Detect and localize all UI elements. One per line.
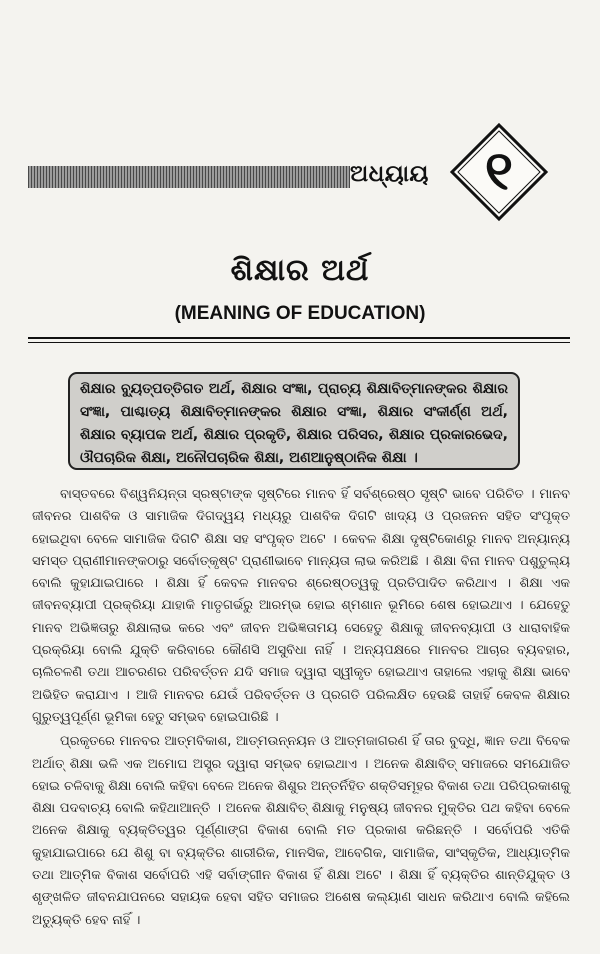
chapter-number: ୧ — [484, 139, 514, 202]
chapter-label: ଅଧ୍ୟାୟ — [350, 161, 429, 187]
chapter-topics-box: ଶିକ୍ଷାର ବ୍ୟୁତ୍ପତ୍ତିଗତ ଅର୍ଥ, ଶିକ୍ଷାର ସଂଜ୍ଞା, ପ୍ରାଚ୍ୟ ଶିକ୍ଷାବିତ୍‌ମାନଙ୍କର ଶିକ୍ଷାର ସଂଜ୍ଞା, ପାଶ୍ଚାତ୍ୟ ଶିକ୍ଷାବିତ୍‌ମାନଙ୍କର ଶିକ୍ଷାର ସଂଜ୍ଞା, ଶିକ୍ଷାର ସଂକୀର୍ଣ୍ଣ ଅର୍ଥ, ଶିକ୍ଷାର ବ୍ୟାପକ ଅର୍ଥ, ଶିକ୍ଷାର ପ୍ରକୃତି, ଶିକ୍ଷାର ପରିସର, ଶିକ୍ଷାର ପ୍ରକାରଭେଦ, ଔପଚାରିକ ଶିକ୍ଷା, ଅନୌପଚାରିକ ଶିକ୍ଷା, ଅଣଆନୁଷ୍ଠାନିକ ଶିକ୍ଷା । — [68, 372, 520, 470]
page-subtitle: (MEANING OF EDUCATION) — [174, 303, 426, 324]
chapter-header-bar — [28, 166, 350, 188]
page-title: ଶିକ୍ଷାର ଅର୍ଥ — [230, 253, 370, 288]
title-divider-thick — [28, 337, 570, 339]
paragraph: ବାସ୍ତବରେ ବିଶ୍ୱନିୟନ୍ତା ସ୍ରଷ୍ଟାଙ୍କ ସୃଷ୍ଟିରେ ମାନବ ହିଁ ସର୍ବଶ୍ରେଷ୍ଠ ସୃଷ୍ଟି ଭାବେ ପରିଚିତ । ମାନବ ଜୀବନର ପାଶବିକ ଓ ସାମାଜିକ ଦିଗଦ୍ୱୟ ମଧ୍ୟରୁ ପାଶବିକ ଦିଗଟି ଖାଦ୍ୟ ଓ ପ୍ରଜନନ ସହିତ ସଂପୃକ୍ତ ହୋଇଥିବା ବେଳେ ସାମାଜିକ ଦିଗଟି ଶିକ୍ଷା ସହ ସଂପୃକ୍ତ ଅଟେ । କେବଳ ଶିକ୍ଷା ଦୃଷ୍ଟିକୋଣରୁ ମାନବ ଅନ୍ୟାନ୍ୟ ସମସ୍ତ ପ୍ରାଣୀମାନଙ୍କଠାରୁ ସର୍ବୋତ୍କୃଷ୍ଟ ପ୍ରାଣୀଭାବେ ମାନ୍ୟତା ଲାଭ କରିଅଛି । ଶିକ୍ଷା ବିନା ମାନବ ପଶୁତୁଲ୍ୟ ବୋଲି କୁହାଯାଇପାରେ । ଶିକ୍ଷା ହିଁ କେବଳ ମାନବର ଶ୍ରେଷ୍ଠତ୍ୱକୁ ପ୍ରତିପାଦିତ କରିଥାଏ । ଶିକ୍ଷା ଏକ ଜୀବନବ୍ୟାପୀ ପ୍ରକ୍ରିୟା ଯାହାକି ମାତୃଗର୍ଭରୁ ଆରମ୍ଭ ହୋଇ ଶ୍ମଶାନ ଭୂମିରେ ଶେଷ ହୋଇଥାଏ । ଯେହେତୁ ମାନବ ଅଭିଜ୍ଞତାରୁ ଶିକ୍ଷାଲାଭ କରେ ଏବଂ ଜୀବନ ଅଭିଜ୍ଞତାମୟ ସେହେତୁ ଶିକ୍ଷାକୁ ଜୀବନବ୍ୟାପୀ ଓ ଧାରାବାହିକ ପ୍ରକ୍ରିୟା ବୋଲି ଯୁକ୍ତି କରିବାରେ କୌଣସି ଅସୁବିଧା ନାହିଁ । ଅନ୍ୟପକ୍ଷରେ ମାନବର ଆଚାର ବ୍ୟବହାର, ଚାଲିଚଳଣି ତଥା ଆଚରଣର ପରିବର୍ତ୍ତନ ଯଦି ସମାଜ ଦ୍ୱାରା ସ୍ୱୀକୃତ ହୋଇଥାଏ ତାହାଲେ ଏହାକୁ ଶିକ୍ଷା ଭାବେ ଅଭିହିତ କରାଯାଏ । ଆଜି ମାନବର ଯେଉଁ ପରିବର୍ତ୍ତନ ଓ ପ୍ରଗତି ପରିଲକ୍ଷିତ ହେଉଛି ତାହାହିଁ କେବଳ ଶିକ୍ଷାର ଗୁରୁତ୍ୱପୂର୍ଣ୍ଣ ଭୂମିକା ହେତୁ ସମ୍ଭବ ହୋଇପାରିଛି । — [32, 487, 570, 725]
title-divider-thin — [28, 342, 570, 343]
body-text — [32, 484, 570, 934]
paragraph: ପ୍ରକୃତରେ ମାନବର ଆତ୍ମବିକାଶ, ଆତ୍ମଉନ୍ନୟନ ଓ ଆତ୍ମଜାଗରଣ ହିଁ ତାର ବୁଦ୍ଧି, ଜ୍ଞାନ ତଥା ବିବେକ ଅର୍ଥାତ୍‌ ଶିକ୍ଷା ଭଳି ଏକ ଅମୋଘ ଅସ୍ତ୍ର ଦ୍ୱାରା ସମ୍ଭବ ହୋଇଥାଏ । ଅନେକ ଶିକ୍ଷାବିତ୍‌ ସମାଜରେ ସମଯୋଜିତ ହୋଇ ଚଳିବାକୁ ଶିକ୍ଷା ବୋଲି କହିବା ବେଳେ ଅନେକ ଶିଶୁର ଅନ୍ତର୍ନିହିତ ଶକ୍ତିସମୂହର ବିକାଶ ତଥା ପରିପ୍ରକାଶକୁ ଶିକ୍ଷା ପଦବାଚ୍ୟ ବୋଲି କହିଥାଆନ୍ତି । ଅନେକ ଶିକ୍ଷାବିତ୍‌ ଶିକ୍ଷାକୁ ମନୁଷ୍ୟ ଜୀବନର ମୁକ୍ତିର ପଥ କହିବା ବେଳେ ଅନେକ ଶିକ୍ଷାକୁ ବ୍ୟକ୍ତିତ୍ୱର ପୂର୍ଣ୍ଣାଙ୍ଗ ବିକାଶ ବୋଲି ମତ ପ୍ରକାଶ କରିଛନ୍ତି । ସର୍ବୋପରି ଏତିକି କୁହାଯାଇପାରେ ଯେ ଶିଶୁ ବା ବ୍ୟକ୍ତିର ଶାରୀରିକ, ମାନସିକ, ଆବେଗିକ, ସାମାଜିକ, ସାଂସ୍କୃତିକ, ଆଧ୍ୟାତ୍ମିକ ତଥା ଆତ୍ମିକ ବିକାଶ ସର୍ବୋପରି ଏହି ସର୍ବାଙ୍ଗୀନ ବିକାଶ ହିଁ ଶିକ୍ଷା ଅଟେ । ଶିକ୍ଷା ହିଁ ବ୍ୟକ୍ତିର ଶାନ୍ତିଯୁକ୍ତ ଓ ଶୃଙ୍ଖଳିତ ଜୀବନଯାପନରେ ସହାୟକ ହେବା ସହିତ ସମାଜର ଅଶେଷ କଲ୍ୟାଣ ସାଧନ କରିଥାଏ ବୋଲି କହିଲେ ଅତ୍ୟୁକ୍ତି ହେବ ନାହିଁ । — [32, 734, 570, 928]
